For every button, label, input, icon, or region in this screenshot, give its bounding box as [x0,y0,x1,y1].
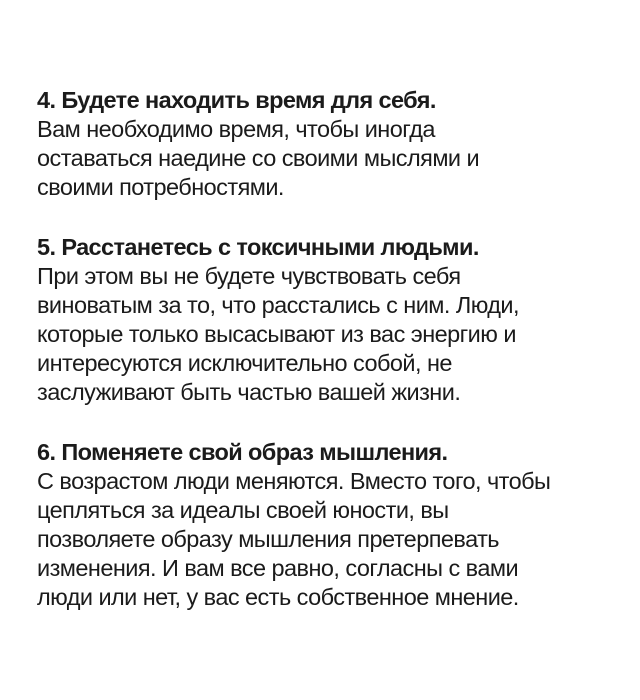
paragraph-line: Вам необходимо время, чтобы иногда [37,116,435,142]
paragraph-line: заслуживают быть частью вашей жизни. [37,379,461,405]
section-heading: 4. Будете находить время для себя. [37,87,436,113]
section-5 [37,233,627,407]
paragraph-line: С возрастом люди меняются. Вместо того, чтобы [37,468,551,494]
section-4 [37,86,627,202]
section-paragraph [37,115,627,202]
section-heading: 6. Поменяете свой образ мышления. [37,439,448,465]
section-heading: 5. Расстанетесь с токсичными людьми. [37,234,479,260]
paragraph-line: виноватым за то, что расстались с ним. Люди, [37,292,519,318]
paragraph-line: оставаться наедине со своими мыслями и [37,145,480,171]
article-body [37,86,627,612]
paragraph-line: люди или нет, у вас есть собственное мнение. [37,584,519,610]
paragraph-line: интересуются исключительно собой, не [37,350,452,376]
paragraph-line: цепляться за идеалы своей юности, вы [37,497,449,523]
paragraph-line: позволяете образу мышления претерпевать [37,526,499,552]
paragraph-line: которые только высасывают из вас энергию и [37,321,516,347]
section-paragraph [37,262,627,407]
paragraph-line: изменения. И вам все равно, согласны с вами [37,555,519,581]
section-6 [37,438,627,612]
paragraph-line: своими потребностями. [37,174,284,200]
paragraph-line: При этом вы не будете чувствовать себя [37,263,461,289]
section-paragraph [37,467,627,612]
